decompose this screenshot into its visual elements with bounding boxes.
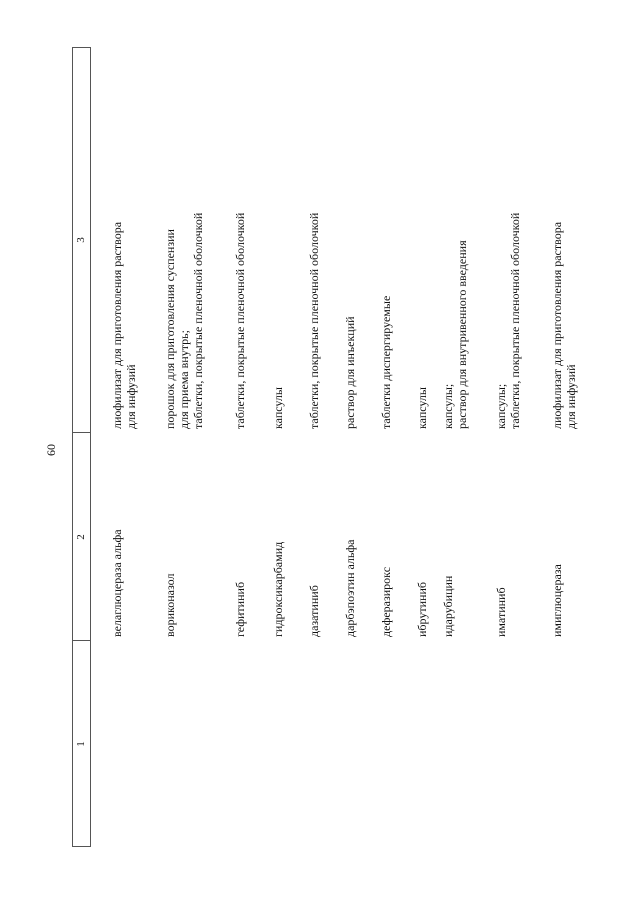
drug-name: иматиниб xyxy=(494,587,508,637)
dosage-form-line: таблетки, покрытые пленочной оболочкой xyxy=(508,212,522,429)
dosage-form-line: раствор для инъекций xyxy=(343,316,357,429)
dosage-form-line: капсулы xyxy=(271,387,285,429)
column-divider xyxy=(72,47,90,48)
dosage-form-line: для приема внутрь; xyxy=(177,330,191,429)
dosage-forms xyxy=(110,39,138,429)
dosage-form-line: таблетки, покрытые пленочной оболочкой xyxy=(233,212,247,429)
drug-name: ибрутиниб xyxy=(415,582,429,637)
dosage-form-line: лиофилизат для приготовления раствора xyxy=(110,221,124,429)
dosage-form-line: капсулы xyxy=(415,387,429,429)
dosage-forms xyxy=(415,39,429,429)
dosage-form-line: для инфузий xyxy=(124,364,138,429)
dosage-forms xyxy=(441,39,469,429)
drug-name: дарбэпоэтин альфа xyxy=(343,539,357,637)
dosage-form-line: порошок для приготовления суспензии xyxy=(163,229,177,429)
dosage-form-line: таблетки диспергируемые xyxy=(379,295,393,429)
dosage-form-line: раствор для внутривенного введения xyxy=(455,240,469,429)
drug-name: велаглюцераза альфа xyxy=(110,529,124,637)
dosage-form-line: лиофилизат для приготовления раствора xyxy=(550,221,564,429)
dosage-form-line: капсулы; xyxy=(494,383,508,429)
dosage-forms xyxy=(307,39,321,429)
dosage-form-line: для инфузий xyxy=(564,364,578,429)
table-header-border xyxy=(90,47,91,847)
dosage-forms xyxy=(494,39,522,429)
drug-table xyxy=(72,47,640,847)
drug-name: гефитиниб xyxy=(233,581,247,637)
drug-name: вориконазол xyxy=(163,573,177,637)
drug-name: дазатиниб xyxy=(307,585,321,637)
drug-name: деферазирокс xyxy=(379,566,393,637)
drug-name: имиглюцераза xyxy=(550,564,564,637)
drug-name: идарубицин xyxy=(441,575,455,637)
dosage-form-line: капсулы; xyxy=(441,383,455,429)
dosage-forms xyxy=(343,39,357,429)
dosage-form-line: таблетки, покрытые пленочной оболочкой xyxy=(307,212,321,429)
dosage-forms xyxy=(233,39,247,429)
dosage-forms xyxy=(379,39,393,429)
table-top-border xyxy=(72,47,73,847)
dosage-forms xyxy=(550,39,578,429)
column-header-2: 2 xyxy=(75,534,87,540)
dosage-forms xyxy=(163,39,205,429)
column-divider xyxy=(72,432,90,433)
drug-name: гидроксикарбамид xyxy=(271,541,285,637)
column-header-1: 1 xyxy=(75,741,87,747)
dosage-forms xyxy=(271,39,285,429)
dosage-form-line: таблетки, покрытые пленочной оболочкой xyxy=(191,212,205,429)
page-number: 60 xyxy=(44,444,58,456)
column-divider xyxy=(72,846,90,847)
column-header-3: 3 xyxy=(75,237,87,243)
column-divider xyxy=(72,640,90,641)
